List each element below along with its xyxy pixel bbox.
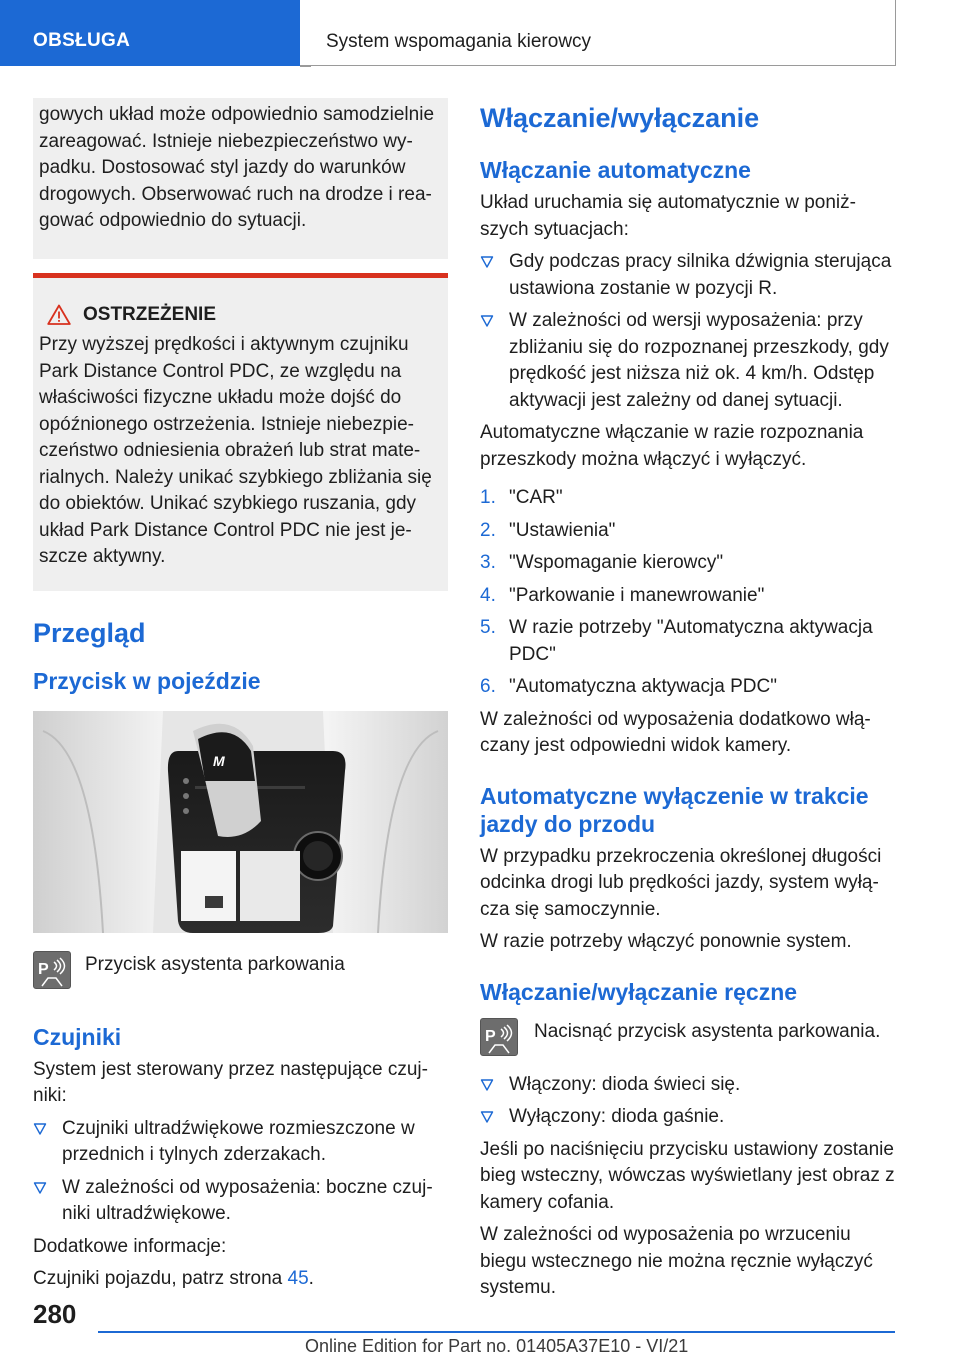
auto-on-heading: Włączanie automatyczne — [480, 157, 751, 183]
reverse-text-2: W zależności od wyposażenia po wrzuceniu biegu wstecznego nie można ręcznie wyłączyć systemu. — [480, 1224, 873, 1298]
step-item — [480, 615, 900, 668]
list-item — [480, 1104, 900, 1131]
step-item — [480, 550, 900, 577]
button-heading: Przycisk w pojeździe — [33, 667, 261, 694]
manual-heading: Włączanie/wyłączanie ręczne — [480, 978, 798, 1005]
center-console-photo — [33, 711, 448, 933]
step-number: 6. — [480, 676, 496, 697]
page-link[interactable]: 45 — [287, 1268, 309, 1289]
auto-on-intro: Układ uruchamia się automatycznie w poniż-szych sytuacjach: — [480, 192, 856, 240]
step-item — [480, 485, 900, 512]
list-item-text: Gdy podczas pracy silnika dźwignia sterująca ustawiona zostanie w pozycji R. — [509, 251, 892, 299]
warning-triangle-icon — [47, 304, 71, 325]
section-tab: OBSŁUGA — [0, 0, 300, 66]
warning-box — [33, 273, 448, 591]
step-text: "Automatyczna aktywacja PDC" — [509, 676, 777, 697]
sensors-heading: Czujniki — [33, 1023, 122, 1050]
center-console-illustration — [33, 711, 448, 933]
onoff-heading: Włączanie/wyłączanie — [480, 103, 760, 133]
list-item — [33, 1116, 448, 1169]
warning-box-continued: gowych układ może odpowiednio samodzielnie zareagować. Istnieje niebezpieczeństwo wy-padku. Dostosować styl jazdy do warunków drogowych. Obserwować ruch na drodze i rea-gować odpowiednio do sytuacji. — [33, 98, 448, 259]
list-item — [480, 1072, 900, 1099]
chapter-title: System wspomagania kierowcy — [311, 0, 896, 66]
step-number: 5. — [480, 617, 496, 638]
auto-on-note: Automatyczne włączanie w razie rozpoznania przeszkody można włączyć i wyłączyć. — [480, 422, 864, 470]
manual-instruction — [480, 1018, 900, 1056]
list-item — [480, 308, 900, 414]
manual-text: Nacisnąć przycisk asystenta parkowania. — [534, 1020, 881, 1042]
warning-text: Przy wyższej prędkości i aktywnym czujniku Park Distance Control PDC, ze względu na właściwości fizyczne układu może dojść do opóźnionego ostrzeżenia. Istnieje niebezpie-czeństwo odniesienia obrażeń lub strat mate-rialnych. Należy unikać szybkiego zbliżania się do obiektów. Unikać szybkiego ruszania, gdy układ Park Distance Control PDC nie jest je-szcze aktywny. — [39, 334, 432, 567]
list-item-text: W zależności od wersji wyposażenia: przy zbliżaniu się do rozpoznanej przeszkody, gdy prędkość jest niższa niż ok. 4 km/h. Odstęp aktywacji jest zależny od danej sytuacji. — [509, 310, 889, 411]
additional-info: Dodatkowe informacje: — [33, 1235, 227, 1257]
list-item-text: W zależności od wyposażenia: boczne czuj-niki ultradźwiękowe. — [62, 1176, 433, 1224]
step-text: "CAR" — [509, 487, 563, 508]
triangle-bullet-icon — [480, 255, 494, 269]
triangle-bullet-icon — [480, 314, 494, 328]
header-divider — [300, 65, 311, 67]
triangle-bullet-icon — [33, 1122, 47, 1136]
step-number: 2. — [480, 519, 496, 541]
step-text: "Parkowanie i manewrowanie" — [509, 584, 765, 606]
reenable-text: W razie potrzeby włączyć ponownie system. — [480, 931, 852, 952]
figure-caption: Przycisk asystenta parkowania — [85, 953, 345, 975]
parking-assistant-button-icon — [480, 1018, 518, 1056]
triangle-bullet-icon — [33, 1181, 47, 1195]
camera-note: W zależności od wyposażenia dodatkowo włą-czany jest odpowiedni widok kamery. — [480, 708, 871, 756]
parking-assistant-button-icon — [33, 951, 71, 989]
step-text: "Ustawienia" — [509, 519, 616, 541]
reverse-text: Jeśli po naciśnięciu przycisku ustawiony zostanie bieg wsteczny, wówczas wyświetlany jest obraz z kamery cofania. — [480, 1138, 895, 1213]
see-reference — [33, 1266, 448, 1293]
auto-on-list — [480, 249, 900, 414]
sensors-list — [33, 1116, 448, 1228]
list-item-text: Czujniki ultradźwiękowe rozmieszczone w przednich i tylnych zderzakach. — [62, 1117, 415, 1165]
list-item — [33, 1175, 448, 1228]
step-item — [480, 518, 900, 545]
step-item — [480, 674, 900, 701]
warning-title — [39, 302, 440, 329]
step-number: 4. — [480, 584, 496, 606]
triangle-bullet-icon — [480, 1078, 494, 1092]
see-suffix: . — [308, 1268, 314, 1289]
caption-row — [33, 951, 448, 989]
see-prefix: Czujniki pojazdu, patrz strona — [33, 1268, 288, 1289]
sensors-intro: System jest sterowany przez następujące czuj-niki: — [33, 1058, 428, 1106]
list-item — [480, 249, 900, 302]
step-text: W razie potrzeby "Automatyczna aktywacja PDC" — [509, 617, 873, 665]
step-item — [480, 583, 900, 610]
page-number: 280 — [33, 1299, 77, 1329]
overview-heading: Przegląd — [33, 617, 146, 648]
svg-text:P: P — [485, 1027, 496, 1045]
list-item-text: Włączony: dioda świeci się. — [509, 1073, 741, 1095]
settings-steps — [480, 485, 900, 701]
manual-list — [480, 1072, 900, 1131]
step-text: "Wspomaganie kierowcy" — [509, 552, 724, 573]
step-number: 3. — [480, 552, 496, 573]
footer-rule — [98, 1331, 895, 1333]
svg-text:P: P — [38, 960, 49, 978]
left-column — [33, 98, 448, 1299]
auto-off-heading: Automatyczne wyłączenie w trakcie jazdy do przodu — [480, 782, 869, 837]
warning-title-text: OSTRZEŻENIE — [83, 303, 217, 325]
step-number: 1. — [480, 487, 496, 508]
triangle-bullet-icon — [480, 1110, 494, 1124]
auto-off-text: W przypadku przekroczenia określonej długości odcinka drogi lub prędkości jazdy, system wyłą-cza się samoczynnie. — [480, 845, 882, 920]
edition-info: Online Edition for Part no. 01405A37E10 - VI/21 — [305, 1336, 689, 1356]
list-item-text: Wyłączony: dioda gaśnie. — [509, 1106, 725, 1127]
svg-text:M: M — [213, 752, 225, 769]
right-column — [480, 102, 900, 1308]
